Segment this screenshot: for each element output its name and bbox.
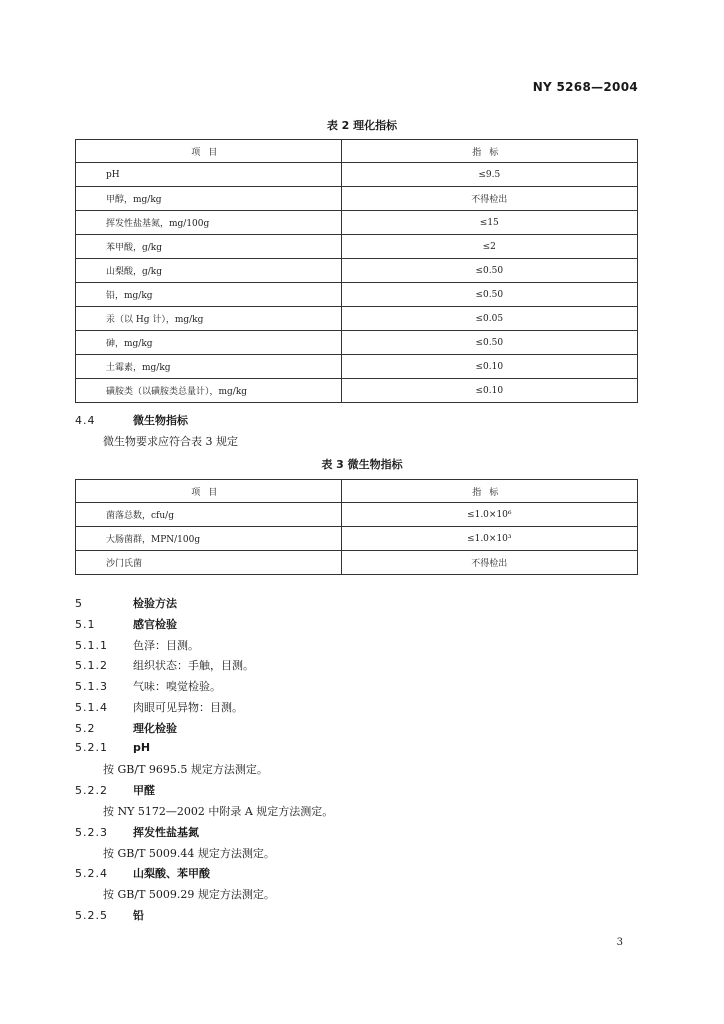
table-row: [76, 211, 638, 235]
table-row: [76, 307, 638, 331]
row-item: 汞（以 Hg 计），mg/kg: [76, 307, 342, 331]
section-title: 气味：嗅觉检验。: [133, 680, 221, 693]
row-value: ≤1.0×10⁶: [341, 503, 637, 527]
table-row: [76, 163, 638, 187]
section-number: 5.1.3: [75, 680, 108, 693]
row-value: ≤0.10: [341, 355, 637, 379]
section-title: 按 GB/T 5009.44 规定方法测定。: [103, 847, 275, 860]
section-title: 按 GB/T 9695.5 规定方法测定。: [103, 763, 268, 776]
section-title: pH: [133, 741, 151, 754]
table-row: [76, 235, 638, 259]
table-row: [76, 283, 638, 307]
section-text: [103, 845, 275, 861]
section-number: 5.2: [75, 722, 96, 735]
row-item: 菌落总数，cfu/g: [76, 503, 342, 527]
table-row: [76, 355, 638, 379]
page-number: 3: [616, 937, 623, 948]
section-number: 5.1.4: [75, 701, 108, 714]
section-title: 微生物指标: [133, 414, 188, 427]
section-heading: [75, 616, 177, 632]
row-item: 挥发性盐基氮，mg/100g: [76, 211, 342, 235]
table-row: [76, 527, 638, 551]
section-text: [103, 886, 275, 902]
row-value: ≤0.10: [341, 379, 637, 403]
column-header-index: 指标: [341, 140, 637, 163]
section-heading: [75, 657, 254, 673]
row-value: ≤9.5: [341, 163, 637, 187]
row-value: ≤0.05: [341, 307, 637, 331]
row-item: 砷，mg/kg: [76, 331, 342, 355]
section-4-4-heading: [75, 412, 188, 428]
row-item: 苯甲酸，g/kg: [76, 235, 342, 259]
section-number: 5.1.2: [75, 659, 108, 672]
section-number: 5.1: [75, 618, 96, 631]
section-heading: [75, 637, 199, 653]
section-title: 检验方法: [133, 597, 177, 610]
section-number: 5.2.1: [75, 741, 108, 754]
table-row: [76, 331, 638, 355]
table-row: [76, 259, 638, 283]
row-item: 铅，mg/kg: [76, 283, 342, 307]
section-text: [103, 761, 268, 777]
table2-physicochemical: [75, 139, 638, 403]
section-title: 色泽：目测。: [133, 639, 199, 652]
section-title: 按 NY 5172—2002 中附录 A 规定方法测定。: [103, 805, 334, 818]
section-heading: [75, 595, 177, 611]
section-number: 5.1.1: [75, 639, 108, 652]
column-header-item: 项目: [76, 140, 342, 163]
section-title: 铅: [133, 909, 144, 922]
section-heading: [75, 741, 150, 754]
section-number: 5.2.2: [75, 784, 108, 797]
section-title: 理化检验: [133, 722, 177, 735]
section-number: 5.2.5: [75, 909, 108, 922]
section-title: 挥发性盐基氮: [133, 826, 199, 839]
row-item: pH: [76, 163, 342, 187]
row-item: 沙门氏菌: [76, 551, 342, 575]
section-number: 4.4: [75, 414, 96, 427]
section-4-4-text: 微生物要求应符合表 3 规定: [103, 435, 238, 448]
row-value: 不得检出: [341, 551, 637, 575]
row-value: 不得检出: [341, 187, 637, 211]
row-item: 大肠菌群，MPN/100g: [76, 527, 342, 551]
section-heading: [75, 678, 221, 694]
row-value: ≤15: [341, 211, 637, 235]
section-title: 山梨酸、苯甲酸: [133, 867, 210, 880]
row-item: 甲醇，mg/kg: [76, 187, 342, 211]
section-heading: [75, 699, 243, 715]
section-title: 感官检验: [133, 618, 177, 631]
row-item: 磺胺类（以磺胺类总量计），mg/kg: [76, 379, 342, 403]
table3-microbiological: [75, 479, 638, 575]
column-header-item: 项目: [76, 480, 342, 503]
section-title: 甲醛: [133, 784, 155, 797]
table2-caption: 表 2 理化指标: [326, 119, 398, 132]
section-title: 组织状态：手触，目测。: [133, 659, 254, 672]
table-row: [76, 503, 638, 527]
section-number: 5: [75, 597, 83, 610]
row-value: ≤0.50: [341, 331, 637, 355]
row-value: ≤2: [341, 235, 637, 259]
row-value: ≤0.50: [341, 283, 637, 307]
section-heading: [75, 907, 144, 923]
row-item: 土霉素，mg/kg: [76, 355, 342, 379]
section-number: 5.2.4: [75, 867, 108, 880]
column-header-index: 指标: [341, 480, 637, 503]
table-row: [76, 187, 638, 211]
row-item: 山梨酸，g/kg: [76, 259, 342, 283]
row-value: ≤0.50: [341, 259, 637, 283]
section-heading: [75, 720, 177, 736]
table-header-row: [76, 140, 638, 163]
section-text: [103, 803, 333, 819]
section-title: 按 GB/T 5009.29 规定方法测定。: [103, 888, 275, 901]
section-heading: [75, 824, 199, 840]
table3-caption: 表 3 微生物指标: [321, 458, 403, 471]
section-title: 肉眼可见异物：目测。: [133, 701, 243, 714]
table-row: [76, 379, 638, 403]
section-heading: [75, 782, 155, 798]
table-header-row: [76, 480, 638, 503]
standard-code: NY 5268—2004: [532, 80, 638, 94]
section-number: 5.2.3: [75, 826, 108, 839]
section-heading: [75, 865, 210, 881]
table-row: [76, 551, 638, 575]
row-value: ≤1.0×10³: [341, 527, 637, 551]
